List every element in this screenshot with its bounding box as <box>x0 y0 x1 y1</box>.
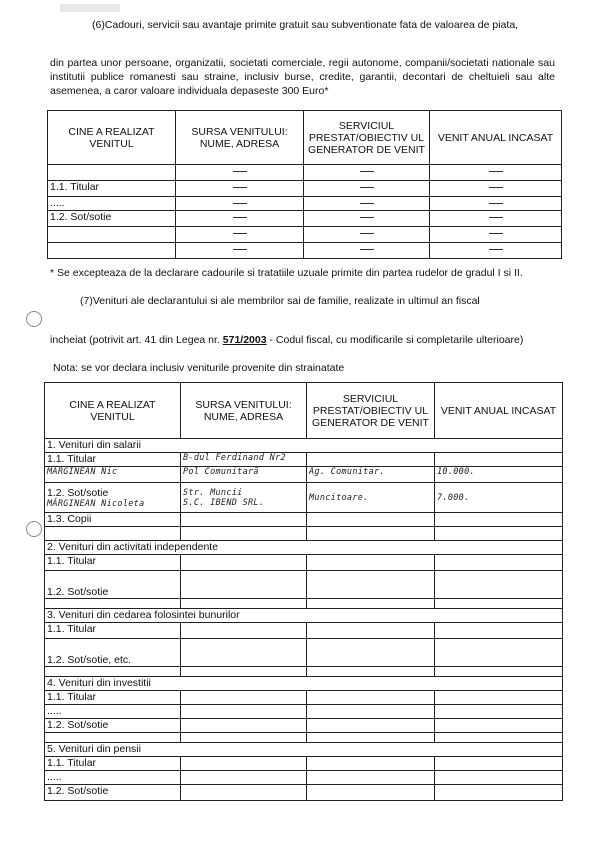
dash-cell <box>304 211 430 227</box>
table-row <box>48 211 562 227</box>
table-row <box>45 771 563 785</box>
table-row <box>45 719 563 733</box>
dash-cell <box>176 227 304 243</box>
row-label-copii: 1.3. Copii <box>45 513 181 527</box>
section7-body <box>50 333 555 347</box>
row-label-dots: ..... <box>48 197 176 211</box>
section6-lead: (6)Cadouri, servicii sau avantaje primite gratuit sau subventionate fata de valoarea de piata, <box>92 19 519 31</box>
table-row <box>45 555 563 571</box>
row-label-titular: 1.1. Titular <box>48 181 176 197</box>
row-label-dots: ..... <box>45 771 181 785</box>
dash-cell <box>430 197 562 211</box>
row-label <box>48 165 176 181</box>
row-label-sot: 1.2. Sot/sotie <box>45 719 181 733</box>
table-row <box>48 165 562 181</box>
section6-footnote: * Se excepteaza de la declarare cadourile si tratatiile uzuale primite din partea rudelor de gradul I si II. <box>50 267 523 279</box>
dash-cell <box>304 243 430 259</box>
dash-cell <box>176 197 304 211</box>
table-row <box>45 785 563 801</box>
table-row <box>45 467 563 483</box>
table-row <box>45 483 563 513</box>
header-sursa: SURSA VENITULUI: NUME, ADRESA <box>181 383 307 439</box>
group-salarii-title: 1. Venituri din salarii <box>45 439 563 453</box>
dash-cell <box>304 197 430 211</box>
sot-service: Muncitoare. <box>307 483 435 513</box>
titular-source-2: Pol Comunitară <box>181 467 307 483</box>
row-label-sot: 1.2. Sot/sotie, etc. <box>45 639 181 667</box>
table-row <box>45 527 563 541</box>
group-folosinta-title: 3. Venituri din cedarea folosintei bunurilor <box>45 609 563 623</box>
dash-cell <box>176 165 304 181</box>
row-label-titular: 1.1. Titular <box>45 453 181 467</box>
section7-body-pre: incheiat (potrivit art. 41 din Legea nr. <box>50 334 223 346</box>
row-label <box>48 243 176 259</box>
dash-cell <box>430 243 562 259</box>
titular-source-1: B-dul Ferdinand Nr2 <box>181 453 307 467</box>
law-number: 571/2003 <box>222 334 267 346</box>
titular-service: Ag. Comunitar. <box>307 467 435 483</box>
header-serviciul: SERVICIUL PRESTAT/OBIECTIV UL GENERATOR DE VENIT <box>304 111 430 165</box>
table-row <box>45 705 563 719</box>
scan-artifact <box>60 4 120 12</box>
table-row <box>45 453 563 467</box>
dash-cell <box>176 211 304 227</box>
dash-cell <box>430 227 562 243</box>
header-cine: CINE A REALIZAT VENITUL <box>45 383 181 439</box>
row-label-titular: 1.1. Titular <box>45 691 181 705</box>
header-venit: VENIT ANUAL INCASAT <box>435 383 563 439</box>
dash-cell <box>304 227 430 243</box>
section7-lead: (7)Venituri ale declarantului si ale membrilor sai de familie, realizate in ultimul an fiscal <box>80 295 480 307</box>
dash-cell <box>304 181 430 197</box>
header-serviciul: SERVICIUL PRESTAT/OBIECTIV UL GENERATOR DE VENIT <box>307 383 435 439</box>
group-investitii-title: 4. Venituri din investitii <box>45 677 563 691</box>
table-row <box>45 757 563 771</box>
row-label-dots: ..... <box>45 705 181 719</box>
table-row <box>48 243 562 259</box>
table-row <box>48 227 562 243</box>
row-label-sot: 1.2. Sot/sotie <box>45 571 181 599</box>
dash-cell <box>430 181 562 197</box>
sot-source-1: Str. Muncii <box>183 487 243 498</box>
titular-name: MĂRGINEAN Nic <box>45 467 181 483</box>
row-label-sot: 1.2. Sot/sotie <box>48 211 176 227</box>
group-pensii-title: 5. Venituri din pensii <box>45 743 563 757</box>
row-label-titular: 1.1. Titular <box>45 757 181 771</box>
header-venit: VENIT ANUAL INCASAT <box>430 111 562 165</box>
table-row <box>45 639 563 667</box>
punch-hole <box>26 521 42 537</box>
section7-nota: Nota: se vor declara inclusiv veniturile provenite din strainatate <box>53 362 345 374</box>
group-independente-title: 2. Venituri din activitati independente <box>45 541 563 555</box>
punch-hole <box>26 311 42 327</box>
table-row <box>45 571 563 599</box>
header-cine: CINE A REALIZAT VENITUL <box>48 111 176 165</box>
section7-table <box>44 382 563 801</box>
table-row <box>45 513 563 527</box>
row-label-titular: 1.1. Titular <box>45 555 181 571</box>
sot-amount: 7.000. <box>435 483 563 513</box>
table-row <box>45 599 563 609</box>
dash-cell <box>304 165 430 181</box>
row-label <box>48 227 176 243</box>
row-label-titular: 1.1. Titular <box>45 623 181 639</box>
dash-cell <box>430 211 562 227</box>
row-label-sot: 1.2. Sot/sotie <box>45 785 181 801</box>
table-row <box>45 691 563 705</box>
table-row <box>48 197 562 211</box>
dash-cell <box>430 165 562 181</box>
header-sursa: SURSA VENITULUI: NUME, ADRESA <box>176 111 304 165</box>
table-row <box>48 181 562 197</box>
table-row <box>45 667 563 677</box>
sot-source-2: S.C. IBEND SRL. <box>183 497 265 508</box>
dash-cell <box>176 181 304 197</box>
section6-body: din partea unor persoane, organizatii, societati comerciale, regii autonome, companii/societati nationale sau institutii publice romanesti sau straine, inclusiv burse, credite, garantii, decontari de cheltuieli sau alte asemenea, a caror valoare individuala depaseste 300 Euro* <box>50 57 555 97</box>
section6-table <box>47 110 562 259</box>
titular-amount: 10.000. <box>435 467 563 483</box>
table-row <box>45 733 563 743</box>
dash-cell <box>176 243 304 259</box>
table-row <box>45 623 563 639</box>
section7-body-post: - Codul fiscal, cu modificarile si completarile ulterioare) <box>266 334 524 346</box>
row-label-sot: 1.2. Sot/sotie <box>47 486 109 499</box>
sot-name: MĂRGINEAN Nicoleta <box>47 498 145 509</box>
